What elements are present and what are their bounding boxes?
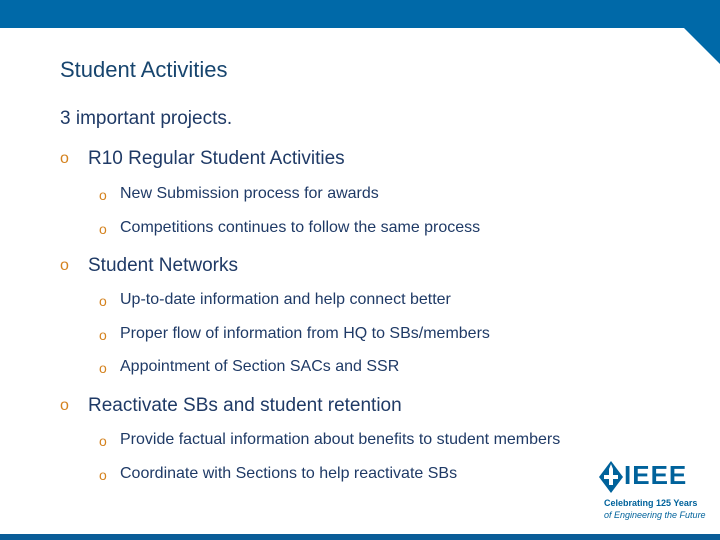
logo-tagline-2: of Engineering the Future <box>604 510 706 520</box>
sub-bullet-label: New Submission process for awards <box>120 185 379 202</box>
slide-subtitle: 3 important projects. <box>60 108 233 129</box>
bullet-label: R10 Regular Student Activities <box>88 148 345 169</box>
slide-title: Student Activities <box>60 57 228 82</box>
bullet-marker: o <box>99 293 107 309</box>
bullet-marker: o <box>99 327 107 343</box>
bullet-marker: o <box>60 397 69 414</box>
bullet-marker: o <box>99 221 107 237</box>
bullet-marker: o <box>99 187 107 203</box>
corner-fold <box>684 28 720 64</box>
sub-bullet-label: Coordinate with Sections to help reactivate SBs <box>120 465 458 482</box>
ieee-wordmark: IEEE <box>624 460 688 490</box>
sub-bullet-label: Up-to-date information and help connect better <box>120 291 451 308</box>
bottom-band <box>0 534 720 540</box>
bullet-label: Student Networks <box>88 255 238 276</box>
logo-tagline-1: Celebrating 125 Years <box>604 498 698 508</box>
bullet-marker: o <box>99 433 107 449</box>
sub-bullet-label: Appointment of Section SACs and SSR <box>120 358 400 375</box>
top-band <box>0 0 720 28</box>
bullet-marker: o <box>60 150 69 167</box>
ieee-logo <box>598 458 710 524</box>
bullet-marker: o <box>60 257 69 274</box>
sub-bullet-label: Proper flow of information from HQ to SBs/members <box>120 325 490 342</box>
sub-bullet-label: Competitions continues to follow the same process <box>120 219 481 236</box>
sub-bullet-label: Provide factual information about benefits to student members <box>120 431 561 448</box>
bullet-marker: o <box>99 467 107 483</box>
bullet-label: Reactivate SBs and student retention <box>88 395 402 416</box>
ieee-diamond-icon <box>598 460 624 494</box>
bullet-marker: o <box>99 360 107 376</box>
